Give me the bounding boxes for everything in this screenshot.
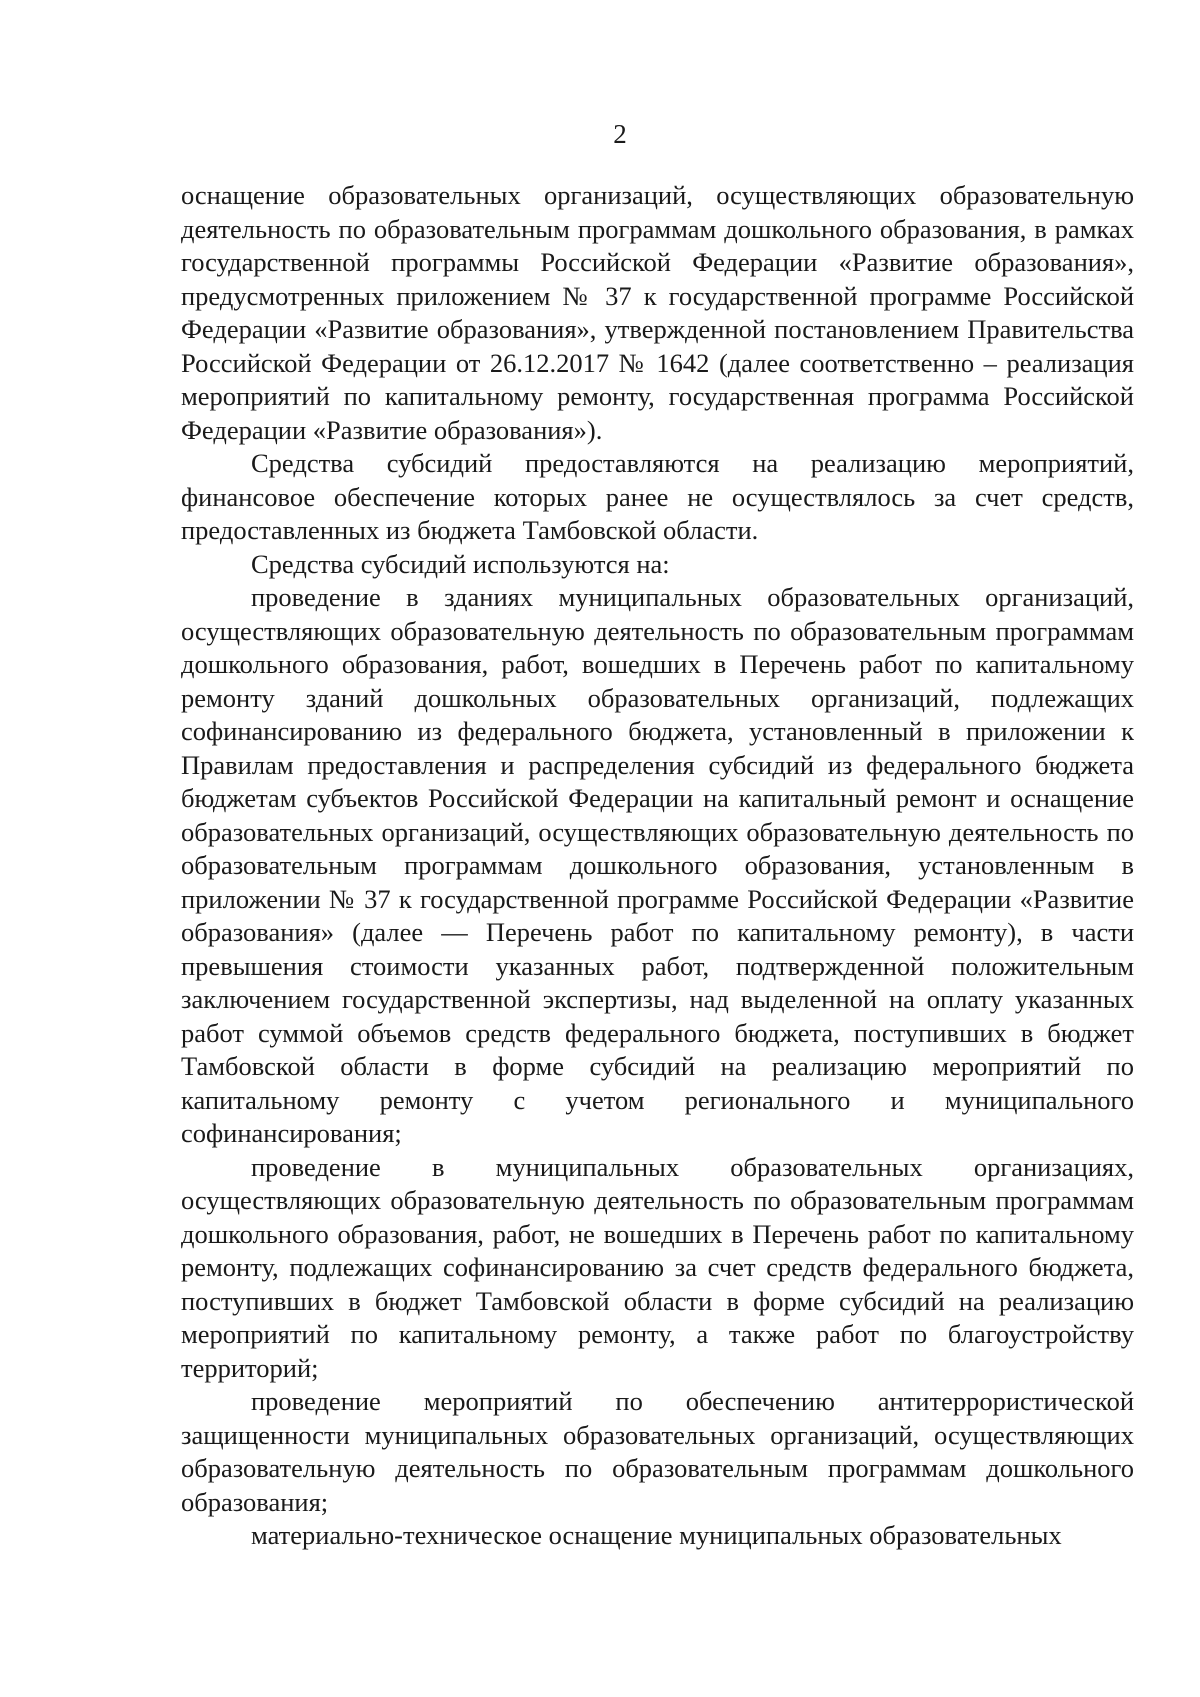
document-body (181, 179, 1134, 1553)
paragraph-subsidy-provision: Средства субсидий предоставляются на реализацию мероприятий, финансовое обеспечение которых ранее не осуществлялось за счет средств, предоставленных из бюджета Тамбовской области. (181, 448, 1134, 545)
paragraph-continuation: оснащение образовательных организаций, осуществляющих образовательную деятельность по образовательным программам дошкольного образования, в рамках государственной программы Российской Федерации «Развитие образования», предусмотренных приложением № 37 к государственной программе Российской Федерации «Развитие образования», утвержденной постановлением Правительства Российской Федерации от 26.12.2017 № 1642 (далее соответственно – реализация мероприятий по капитальному ремонту, государственная программа Российской Федерации «Развитие образования»). (181, 180, 1134, 445)
paragraph-subsidy-usage-intro: Средства субсидий используются на: (251, 548, 670, 579)
list-item-antiterrorism: проведение мероприятий по обеспечению антитеррористической защищенности муниципальных образовательных организаций, осуществляющих образовательную деятельность по образовательным программам дошкольного образования; (181, 1386, 1134, 1517)
list-item-capital-repair-works: проведение в зданиях муниципальных образовательных организаций, осуществляющих образовательную деятельность по образовательным программам дошкольного образования, работ, вошедших в Перечень работ по капитальному ремонту зданий дошкольных образовательных организаций, подлежащих софинансированию из федерального бюджета, установленный в приложении к Правилам предоставления и распределения субсидий из федерального бюджета бюджетам субъектов Российской Федерации на капитальный ремонт и оснащение образовательных организаций, осуществляющих образовательную деятельность по образовательным программам дошкольного образования, установленным в приложении № 37 к государственной программе Российской Федерации «Развитие образования» (далее — Перечень работ по капитальному ремонту), в части превышения стоимости указанных работ, подтвержденной положительным заключением государственной экспертизы, над выделенной на оплату указанных работ суммой объемов средств федерального бюджета, поступивших в бюджет Тамбовской области в форме субсидий на реализацию мероприятий по капитальному ремонту с учетом регионального и муниципального софинансирования; (181, 582, 1134, 1148)
list-item-material-equipment: материально-техническое оснащение муниципальных образовательных (251, 1520, 1062, 1550)
page-number: 2 (613, 119, 627, 149)
list-item-other-works: проведение в муниципальных образовательных организациях, осуществляющих образовательную деятельность по образовательным программам дошкольного образования, работ, не вошедших в Перечень работ по капитальному ремонту, подлежащих софинансированию за счет средств федерального бюджета, поступивших в бюджет Тамбовской области в форме субсидий на реализацию мероприятий по капитальному ремонту, а также работ по благоустройству территорий; (181, 1151, 1134, 1383)
